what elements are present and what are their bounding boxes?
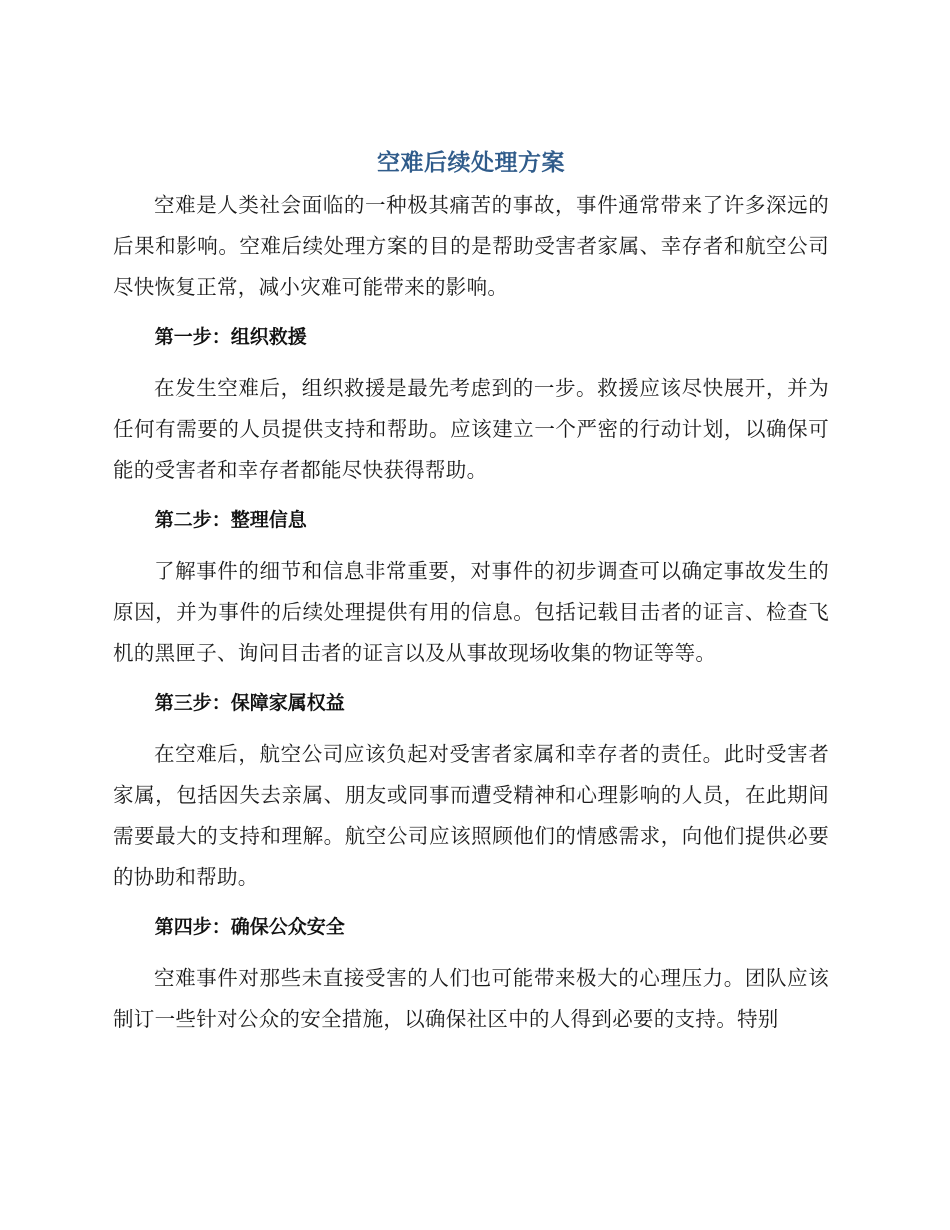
- section-heading-step-1: 第一步：组织救援: [154, 326, 307, 348]
- section-body-step-3: 在空难后，航空公司应该负起对受害者家属和幸存者的责任。此时受害者家属，包括因失去亲属、朋友或同事而遭受精神和心理影响的人员，在此期间需要最大的支持和理解。航空公司应该照顾他们的情感需求，向他们提供必要的协助和帮助。: [113, 742, 829, 889]
- section-heading-step-2: 第二步：整理信息: [154, 509, 307, 531]
- section-heading-step-3: 第三步：保障家属权益: [154, 692, 345, 714]
- document-title: 空难后续处理方案: [377, 150, 565, 176]
- document-content: [113, 146, 829, 1040]
- section-body-step-1: 在发生空难后，组织救援是最先考虑到的一步。救援应该尽快展开，并为任何有需要的人员提供支持和帮助。应该建立一个严密的行动计划，以确保可能的受害者和幸存者都能尽快获得帮助。: [113, 376, 829, 482]
- section-body-step-4: 空难事件对那些未直接受害的人们也可能带来极大的心理压力。团队应该制订一些针对公众的安全措施，以确保社区中的人得到必要的支持。特别: [113, 966, 829, 1031]
- intro-paragraph: 空难是人类社会面临的一种极其痛苦的事故，事件通常带来了许多深远的后果和影响。空难后续处理方案的目的是帮助受害者家属、幸存者和航空公司尽快恢复正常，减小灾难可能带来的影响。: [113, 193, 829, 299]
- section-heading-step-4: 第四步：确保公众安全: [154, 916, 345, 938]
- section-body-step-2: 了解事件的细节和信息非常重要，对事件的初步调查可以确定事故发生的原因，并为事件的后续处理提供有用的信息。包括记载目击者的证言、检查飞机的黑匣子、询问目击者的证言以及从事故现场收集的物证等等。: [113, 559, 829, 665]
